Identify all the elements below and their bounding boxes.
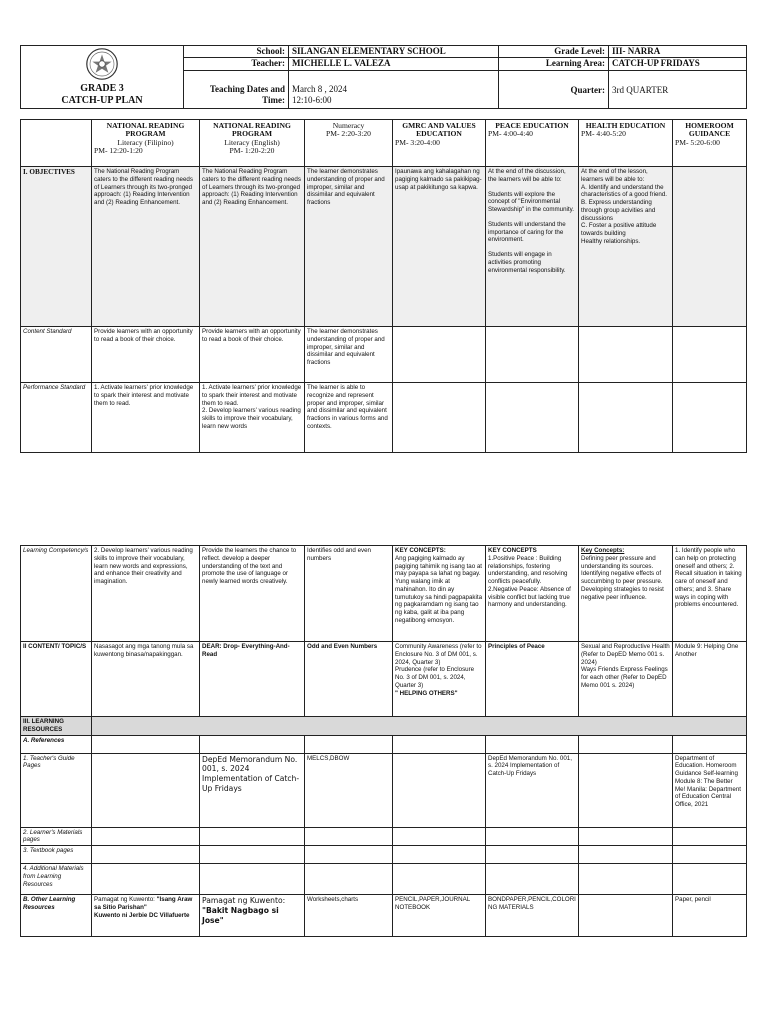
- performance-numeracy: The learner is able to recognize and represent proper and improper, similar and dissimilar and equivalent fractions in various forms and contexts.: [305, 383, 393, 453]
- row-label-performance-standard: Performance Standard: [21, 383, 92, 453]
- references-c7: [673, 735, 747, 753]
- competency-text: 1.Positive Peace : Building relationships, fostering understanding, and resolving conflicts peacefully.: [488, 554, 568, 585]
- teachers-guide-c2: DepEd Memorandum No. 001, s. 2024 Implementation of Catch-Up Fridays: [200, 753, 305, 827]
- additional-c7: [673, 864, 747, 895]
- textbook-c2: [200, 846, 305, 864]
- additional-c1: [92, 864, 200, 895]
- plan-table-page-2: [20, 545, 747, 937]
- other-resources-c2: [200, 895, 305, 937]
- performance-reading-filipino: 1. Activate learners' prior knowledge to spark their interest and motivate them to read.: [92, 383, 200, 453]
- learning-area-label: Learning Area:: [499, 58, 609, 70]
- col-time: PM- 2:20-3:20: [326, 129, 371, 139]
- school-label: School:: [184, 46, 289, 58]
- content-reading-english: DEAR: Drop- Everything-And-Read: [200, 642, 305, 717]
- content-standard-peace: [486, 327, 579, 383]
- logo-cell: [21, 46, 184, 109]
- other-resources-c7: Paper, pencil: [673, 895, 747, 937]
- obj-health-line: At the end of the lesson, learners will be able to:: [581, 168, 648, 183]
- objectives-reading-english: The National Reading Program caters to the different reading needs of Learners through its two-pronged approach: (1) Reading Intervention and (2) Reading Enhancement.: [200, 167, 305, 327]
- teachers-guide-c6: [579, 753, 673, 827]
- content-standard-reading-filipino: Provide learners with an opportunity to read a book of their choice.: [92, 327, 200, 383]
- col-head-homeroom: [673, 120, 747, 167]
- learners-materials-c6: [579, 827, 673, 846]
- content-numeracy: Odd and Even Numbers: [305, 642, 393, 717]
- header-table: [20, 45, 747, 109]
- col-head-reading-filipino: [92, 120, 200, 167]
- objectives-reading-filipino: The National Reading Program caters to the different reading needs of Learners through its two-pronged approach: (1) Reading Intervention and (2) Reading Enhancement.: [92, 167, 200, 327]
- performance-reading-english: [200, 383, 305, 453]
- col-sub: Literacy (Filipino): [117, 137, 174, 147]
- learners-materials-c2: [200, 827, 305, 846]
- other-resources-c4: PENCIL,PAPER,JOURNAL NOTEBOOK: [393, 895, 486, 937]
- col-time: PM- 5:20-6:00: [675, 137, 720, 147]
- learners-materials-c5: [486, 827, 579, 846]
- textbook-c7: [673, 846, 747, 864]
- performance-peace: [486, 383, 579, 453]
- deped-seal-icon: [86, 48, 118, 80]
- school-value: SILANGAN ELEMENTARY SCHOOL: [289, 46, 499, 58]
- objectives-health: [579, 167, 673, 327]
- textbook-c6: [579, 846, 673, 864]
- key-concepts-heading: KEY CONCEPTS:: [395, 547, 446, 554]
- perf-line: 2. Develop learners' various reading skills to improve their vocabulary, learn new words: [202, 407, 301, 430]
- additional-c4: [393, 864, 486, 895]
- learning-area-value: CATCH-UP FRIDAYS: [609, 58, 747, 70]
- col-head-numeracy: [305, 120, 393, 167]
- date-value: March 8 , 2024: [292, 84, 347, 94]
- references-c5: [486, 735, 579, 753]
- col-head-peace: [486, 120, 579, 167]
- row-label-learners-materials: 2. Learner's Materials pages: [21, 827, 92, 846]
- content-standard-health: [579, 327, 673, 383]
- story-title-label: Pamagat ng Kuwento:: [202, 896, 286, 905]
- obj-health-line: C. Foster a positive attitude towards building: [581, 222, 657, 237]
- references-c4: [393, 735, 486, 753]
- resources-band: [92, 717, 747, 736]
- col-time: PM- 4:40-5:20: [581, 129, 626, 139]
- textbook-c5: [486, 846, 579, 864]
- content-peace: Principles of Peace: [486, 642, 579, 717]
- content-reading-filipino: Nasasagot ang mga tanong mula sa kuwentong binasa/napakinggan.: [92, 642, 200, 717]
- content-health: [579, 642, 673, 717]
- learners-materials-c4: [393, 827, 486, 846]
- performance-health: [579, 383, 673, 453]
- row-label-references: A. References: [21, 735, 92, 753]
- plan-table-page-1: [20, 119, 747, 453]
- teachers-guide-c3: MELCS,DBOW: [305, 753, 393, 827]
- dates-label: [184, 70, 289, 108]
- additional-c3: [305, 864, 393, 895]
- teachers-guide-c5: DepEd Memorandum No. 001, s. 2024 Implementation of Catch-Up Fridays: [486, 753, 579, 827]
- content-line: Prudence (refer to Enclosure No. 3 of DM 001, s. 2024, Quarter 3): [395, 666, 475, 689]
- textbook-c1: [92, 846, 200, 864]
- col-time: PM- 1:20-2:20: [229, 146, 275, 156]
- corner-cell: [21, 120, 92, 167]
- references-c1: [92, 735, 200, 753]
- grade-level-label: Grade Level:: [499, 46, 609, 58]
- col-title: PEACE EDUCATION: [495, 121, 569, 130]
- learners-materials-c1: [92, 827, 200, 846]
- row-label-other-resources: B. Other Learning Resources: [21, 895, 92, 937]
- col-time: PM- 3:20-4:00: [395, 137, 440, 147]
- competency-reading-english: Provide the learners the chance to reflect. develop a deeper understanding of the text and promote the use of language or newly learned words creatively.: [200, 546, 305, 642]
- col-title: NATIONAL READING PROGRAM: [106, 121, 185, 139]
- story-title: "Isang Araw sa Sitio Parishan": [94, 896, 193, 911]
- col-head-reading-english: [200, 120, 305, 167]
- competency-text: Defining peer pressure and understanding its sources. Identifying negative effects of succumbing to peer pressure. Developing strategies to resist negative peer influence.: [581, 554, 664, 601]
- grade-level-value: III- NARRA: [609, 46, 747, 58]
- content-line: Community Awareness (refer to Enclosure No. 3 of DM 001, s. 2024, Quarter 3): [395, 643, 482, 666]
- competency-text: 2.Negative Peace: Absence of visible conflict but lacking true harmony and understanding.: [488, 585, 571, 609]
- teacher-label: Teacher:: [184, 58, 289, 70]
- competency-homeroom: 1. Identify people who can help on protecting oneself and others; 2. Recall situation in taking care of oneself and others; and 3. Share ways in coping with problems encountered.: [673, 546, 747, 642]
- row-label-resources: III. LEARNING RESOURCES: [21, 717, 92, 736]
- col-head-health: [579, 120, 673, 167]
- performance-homeroom: [673, 383, 747, 453]
- references-c6: [579, 735, 673, 753]
- content-line: Sexual and Reproductive Health (Refer to DepED Memo 001 s. 2024): [581, 643, 670, 666]
- row-label-content: II CONTENT/ TOPIC/S: [21, 642, 92, 717]
- learners-materials-c7: [673, 827, 747, 846]
- content-standard-homeroom: [673, 327, 747, 383]
- row-label-objectives: I. OBJECTIVES: [21, 167, 92, 327]
- references-c3: [305, 735, 393, 753]
- obj-peace-line: Students will understand the importance of caring for the environment.: [488, 220, 566, 244]
- col-sub: Literacy (English): [224, 137, 280, 147]
- col-title: HOMEROOM GUIDANCE: [685, 121, 734, 139]
- content-homeroom: Module 9: Helping One Another: [673, 642, 747, 717]
- col-title: Numeracy: [332, 121, 365, 130]
- col-time: PM- 12:20-1:20: [94, 146, 143, 156]
- references-c2: [200, 735, 305, 753]
- teachers-guide-c4: [393, 753, 486, 827]
- additional-c5: [486, 864, 579, 895]
- obj-peace-line: At the end of the discussion, the learners will be able to:: [488, 168, 566, 183]
- row-label-teachers-guide: 1. Teacher's Guide Pages: [21, 753, 92, 827]
- plan-title: CATCH-UP PLAN: [61, 95, 143, 107]
- obj-health-line: Healthy relationships.: [581, 237, 641, 245]
- story-title: "Bakit Nagbago si Jose": [202, 905, 279, 925]
- additional-c2: [200, 864, 305, 895]
- competency-health: [579, 546, 673, 642]
- col-time: PM- 4:00-4:40: [488, 129, 533, 139]
- teachers-guide-c7: Department of Education. Homeroom Guidance Self-learning Module 8: The Better Me! Manila: Department of Education Central Office, 2021: [673, 753, 747, 827]
- content-line: " HELPING OTHERS": [395, 689, 458, 697]
- key-concepts-heading: Key Concepts:: [581, 547, 625, 554]
- competency-reading-filipino: 2. Develop learners' various reading skills to improve their vocabulary, learn new words and expressions, and enhance their creativity and imagination.: [92, 546, 200, 642]
- content-standard-gmrc: [393, 327, 486, 383]
- content-standard-numeracy: The learner demonstrates understanding of proper and improper, similar and dissimilar and equivalent fractions: [305, 327, 393, 383]
- content-standard-reading-english: Provide learners with an opportunity to read a book of their choice.: [200, 327, 305, 383]
- additional-c6: [579, 864, 673, 895]
- key-concepts-heading: KEY CONCEPTS: [488, 547, 537, 554]
- competency-text: Ang pagiging kalmado ay pagiging tahimik ng isang tao at may payapa sa lahat ng bagay. Yung walang imik at mahinahon. Ito din ay tumutukoy sa hindi pagpapakita ng pagkaramdam ng isang tao ng kaba, galit at iba pang negatibong emosyon.: [395, 554, 483, 624]
- competency-numeracy: Identifies odd and even numbers: [305, 546, 393, 642]
- quarter-label: Quarter:: [499, 70, 609, 108]
- dates-label-line1: Teaching Dates and: [209, 84, 285, 94]
- objectives-peace: [486, 167, 579, 327]
- time-value: 12:10-6:00: [292, 95, 332, 106]
- grade-title: GRADE 3: [80, 83, 124, 95]
- story-author: Kuwento ni Jerbie DC Villafuerte: [94, 911, 190, 919]
- col-head-gmrc: [393, 120, 486, 167]
- other-resources-c5: BONDPAPER,PENCIL,COLORING MATERIALS: [486, 895, 579, 937]
- performance-gmrc: [393, 383, 486, 453]
- other-resources-c3: Worksheets,charts: [305, 895, 393, 937]
- perf-line: 1. Activate learners' prior knowledge to spark their interest and motivate them to read.: [202, 384, 302, 407]
- row-label-additional-materials: 4. Additional Materials from Learning Resources: [21, 864, 92, 895]
- col-title: GMRC AND VALUES EDUCATION: [402, 121, 476, 139]
- quarter-value: 3rd QUARTER: [609, 70, 747, 108]
- row-label-textbook: 3. Textbook pages: [21, 846, 92, 864]
- teachers-guide-c1: [92, 753, 200, 827]
- col-title: HEALTH EDUCATION: [585, 121, 666, 130]
- time-label: Time:: [262, 95, 285, 106]
- teacher-value: MICHELLE L. VALEZA: [289, 58, 499, 70]
- obj-health-line: A. Identify and understand the characteristics of a good friend.: [581, 183, 667, 199]
- competency-gmrc: [393, 546, 486, 642]
- obj-peace-line: Students will explore the concept of "Environmental Stewardship" in the community.: [488, 190, 574, 213]
- objectives-gmrc: Ipaunawa ang kahalagahan ng pagiging kalmado sa pakikipag-usap at pakikitungo sa kapwa.: [393, 167, 486, 327]
- dates-value: [289, 70, 499, 108]
- row-label-competencies: Learning Competency/s: [21, 546, 92, 642]
- content-gmrc: [393, 642, 486, 717]
- other-resources-c1: [92, 895, 200, 937]
- objectives-homeroom: [673, 167, 747, 327]
- textbook-c3: [305, 846, 393, 864]
- obj-peace-line: Students will engage in activities promoting environmental responsibility.: [488, 251, 566, 274]
- story-title-label: Pamagat ng Kuwento:: [94, 896, 157, 903]
- objectives-numeracy: The learner demonstrates understanding of proper and improper, similar and dissimilar and equivalent fractions: [305, 167, 393, 327]
- competency-peace: [486, 546, 579, 642]
- textbook-c4: [393, 846, 486, 864]
- other-resources-c6: [579, 895, 673, 937]
- content-line: Ways Friends Express Feelings for each other (Refer to DepED Memo 001 s. 2024): [581, 666, 668, 689]
- obj-health-line: B. Express understanding through group acivities and discussions: [581, 199, 656, 222]
- col-title: NATIONAL READING PROGRAM: [213, 121, 291, 139]
- row-label-content-standard: Content Standard: [21, 327, 92, 383]
- learners-materials-c3: [305, 827, 393, 846]
